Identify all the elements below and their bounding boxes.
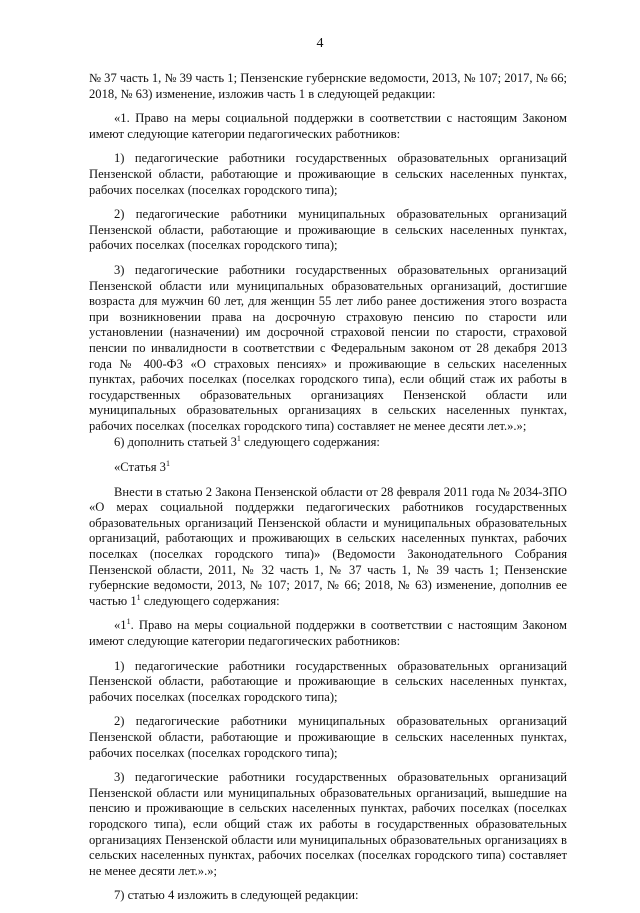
article-heading xyxy=(89,460,567,476)
paragraph-item-2: 2) педагогические работники муниципальных образовательных организаций Пензенской области, работающие и проживающие в сельских населенных пунктах, рабочих поселках (поселках городского типа); xyxy=(89,207,567,253)
amendment-6-tail: следующего содержания: xyxy=(240,435,380,450)
part-1-1-label: «1 xyxy=(114,618,127,633)
document-body xyxy=(89,71,567,913)
amend-article-2-text: Внести в статью 2 Закона Пензенской области от 28 февраля 2011 года № 2034-ЗПО «О мерах социальной поддержки педагогических работников государственных образовательных организаций Пензенской области и муниципальных образовательных организаций, работающих и проживающих в сельских населенных пунктах, рабочих поселках (поселках городского типа)» (Ведомости Законодательного Собрания Пензенской области, 2011, № 32 часть 1, № 37 часть 1, № 39 часть 1; Пензенские губернские ведомости, 2013, № 107; 2017, № 66; 2018, № 63) изменение, дополнив ее частью 1 xyxy=(89,484,567,608)
superscript-index: 1 xyxy=(126,617,131,627)
superscript-index: 1 xyxy=(165,458,170,468)
amendment-6-text: 6) дополнить статьей 3 xyxy=(114,435,237,450)
paragraph-item-3b: 3) педагогические работники государственных образовательных организаций Пензенской области или муниципальных образовательных организаций, вышедшие на пенсию и проживающие в сельских населенных пунктах, рабочих поселках (поселках городского типа), если общий стаж их работы в государственных образовательных организациях Пензенской области или муниципальных образовательных организациях в сельских населенных пунктах, рабочих поселках (поселках городского типа) составляет не менее десяти лет.».»; xyxy=(89,770,567,878)
page-number: 4 xyxy=(316,36,324,51)
superscript-index: 1 xyxy=(236,434,241,444)
superscript-index: 1 xyxy=(136,592,141,602)
paragraph-item-1: 1) педагогические работники государственных образовательных организаций Пензенской области, работающие и проживающие в сельских населенных пунктах, рабочих поселках (поселках городского типа); xyxy=(89,151,567,197)
amend-article-2-tail: следующего содержания: xyxy=(140,593,280,608)
paragraph-item-3: 3) педагогические работники государственных образовательных организаций Пензенской области или муниципальных образовательных организаций, достигшие возраста для мужчин 60 лет, для женщин 55 лет либо ранее достижения этого возраста при возникновении права на досрочную страховую пенсию по старости или установлении (назначении) им досрочной страховой пенсии по старости, страховой пенсии по инвалидности в соответствии с Федеральным законом от 28 декабря 2013 года № 400-ФЗ «О страховых пенсиях» и проживающие в сельских населенных пунктах, рабочих поселках (поселках городского типа), если общий стаж их работы в государственных образовательных организациях Пензенской области или муниципальных образовательных организациях в сельских населенных пунктах, рабочих поселках (поселках городского типа) составляет не менее десяти лет.».»; xyxy=(89,262,567,433)
paragraph-amendment-6 xyxy=(89,435,567,451)
paragraph-part-1-1-intro xyxy=(89,618,567,649)
paragraph-part-1-intro: «1. Право на меры социальной поддержки в соответствии с настоящим Законом имеют следующие категории педагогических работников: xyxy=(89,111,567,141)
paragraph-amendment-7: 7) статью 4 изложить в следующей редакции: xyxy=(114,888,359,903)
paragraph-item-1b: 1) педагогические работники государственных образовательных организаций Пензенской области, работающие и проживающие в сельских населенных пунктах, рабочих поселках (поселках городского типа); xyxy=(89,658,567,704)
paragraph-continuation: № 37 часть 1, № 39 часть 1; Пензенские губернские ведомости, 2013, № 107; 2017, № 66; 2018, № 63) изменение, изложив часть 1 в следующей редакции: xyxy=(89,71,567,101)
part-1-1-tail: . Право на меры социальной поддержки в соответствии с настоящим Законом имеют следующие категории педагогических работников: xyxy=(89,618,567,648)
article-heading-text: «Статья 3 xyxy=(114,460,166,475)
paragraph-amend-article-2 xyxy=(89,485,567,610)
paragraph-item-2b: 2) педагогические работники муниципальных образовательных организаций Пензенской области, работающие и проживающие в сельских населенных пунктах, рабочих поселках (поселках городского типа); xyxy=(89,714,567,760)
